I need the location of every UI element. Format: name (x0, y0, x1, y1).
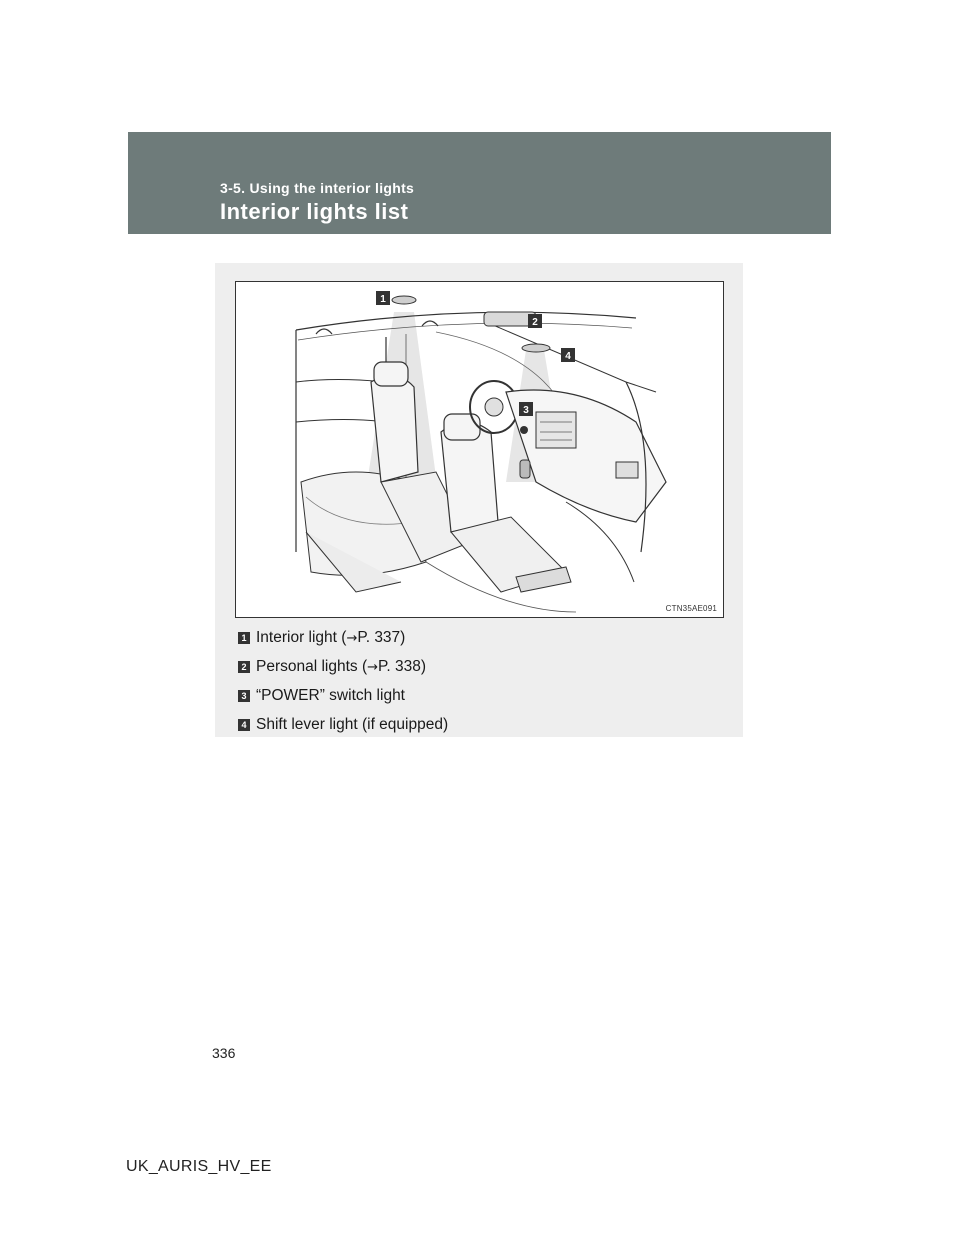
legend-number-badge: 4 (238, 719, 250, 731)
car-interior-drawing (236, 282, 724, 618)
legend-text: Shift lever light (if equipped) (256, 716, 449, 733)
legend-text: Interior light ( (256, 629, 347, 646)
callout-2 (528, 314, 542, 328)
figure-code: CTN35AE091 (665, 604, 717, 613)
document-code: UK_AURIS_HV_EE (126, 1158, 272, 1175)
page-title: Interior lights list (220, 199, 409, 224)
legend-text: “POWER” switch light (256, 687, 405, 704)
legend-number-badge: 1 (238, 632, 250, 644)
legend-number-badge: 3 (238, 690, 250, 702)
page-number: 336 (212, 1045, 236, 1061)
legend-list (238, 624, 718, 740)
svg-text:2: 2 (532, 317, 538, 328)
legend-page-ref: P. 337) (357, 629, 406, 646)
callout-1 (376, 291, 390, 305)
air-vent (616, 462, 638, 478)
legend-item-3 (238, 682, 718, 710)
interior-illustration (235, 281, 724, 618)
arrow-right-icon: → (346, 630, 358, 646)
legend-item-1 (238, 624, 718, 652)
legend-text: Personal lights ( (256, 658, 368, 675)
passenger-headrest (444, 414, 480, 440)
legend-item-4 (238, 711, 718, 739)
legend-number-badge: 2 (238, 661, 250, 673)
callout-3 (519, 402, 533, 416)
power-switch (520, 426, 528, 434)
center-console (536, 412, 576, 448)
shift-lever-light-fixture (522, 344, 550, 352)
svg-text:4: 4 (565, 351, 571, 362)
section-label: 3-5. Using the interior lights (220, 180, 415, 196)
driver-headrest (374, 362, 408, 386)
svg-text:3: 3 (523, 405, 529, 416)
arrow-right-icon: → (367, 659, 379, 675)
interior-light-fixture (392, 296, 416, 304)
legend-item-2 (238, 653, 718, 681)
legend-page-ref: P. 338) (378, 658, 427, 675)
callout-4 (561, 348, 575, 362)
shift-lever (520, 460, 530, 478)
svg-text:1: 1 (380, 294, 386, 305)
